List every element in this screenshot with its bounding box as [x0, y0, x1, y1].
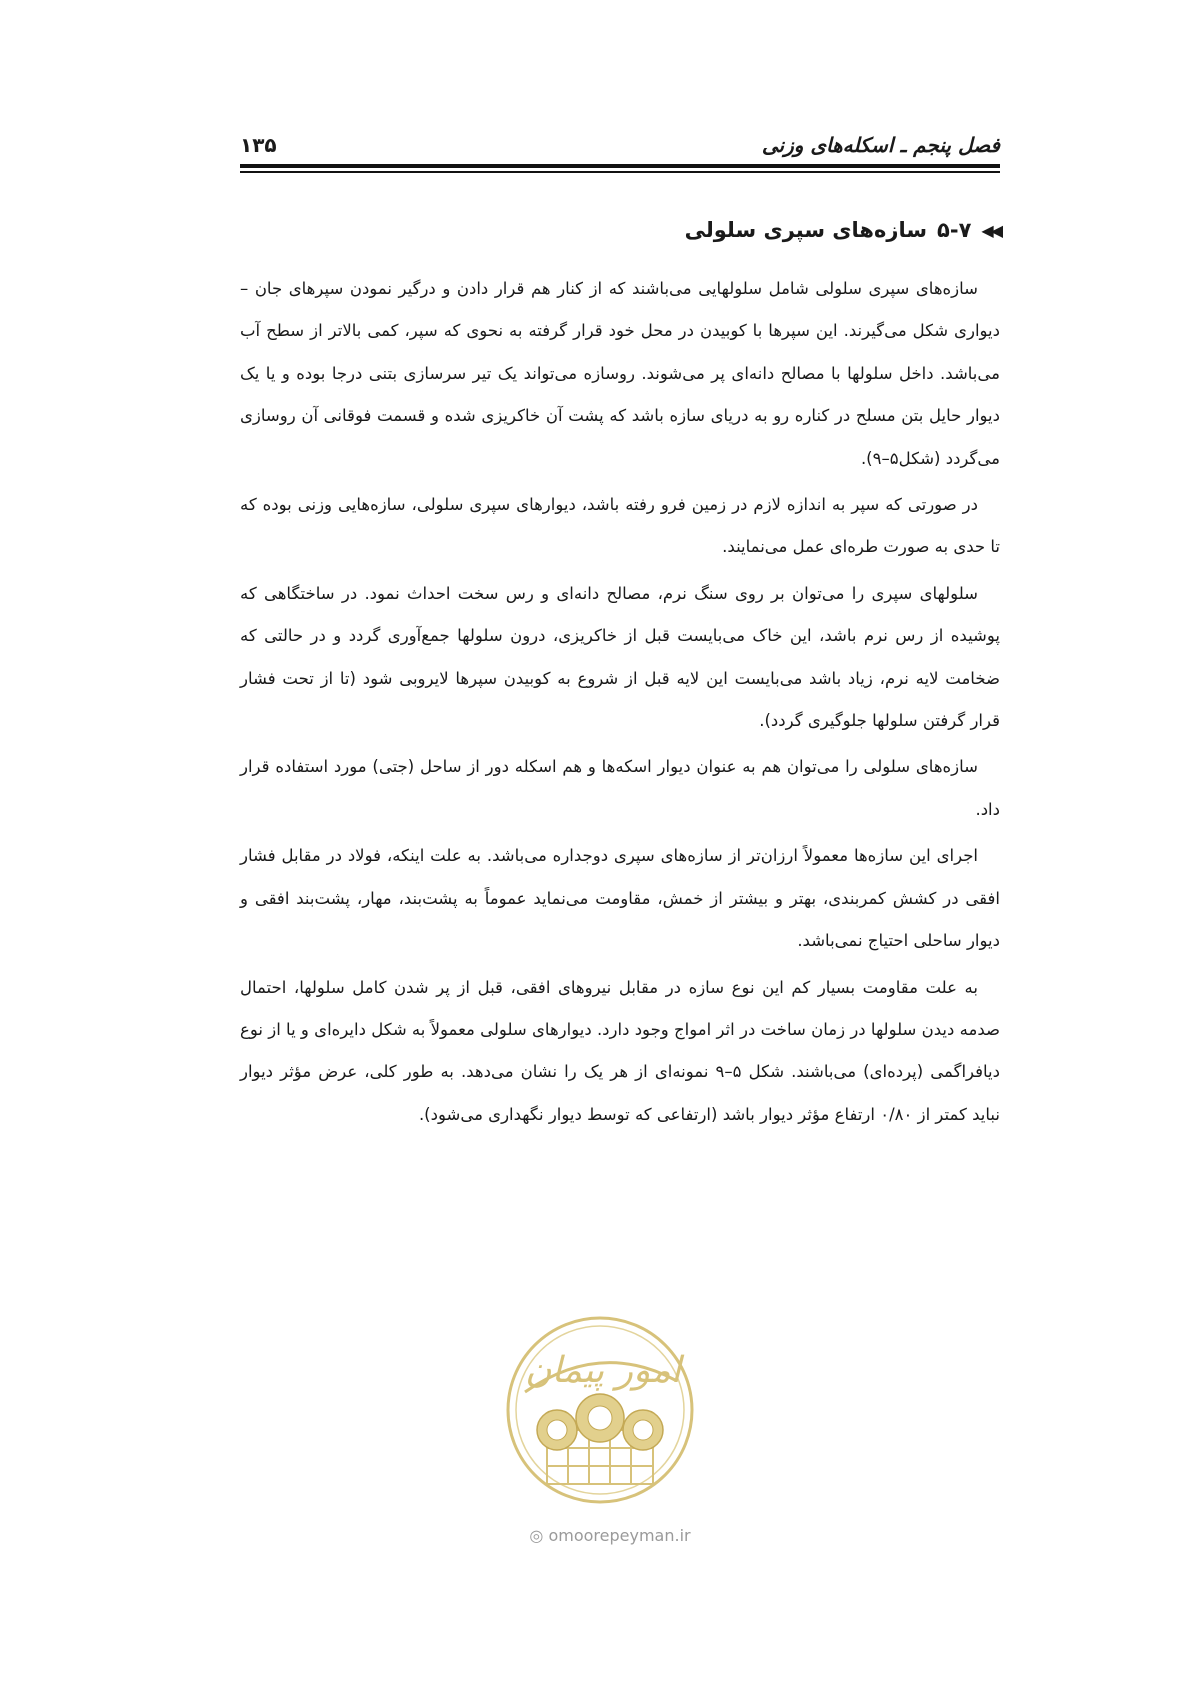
double-left-arrow-icon: ◀◀ [981, 220, 1000, 240]
paragraph: سازه‌های سپری سلولی شامل سلولهایی می‌باشند که از کنار هم قرار دادن و درگیر نمودن سپرهای جان – دیواری شکل می‌گیرند. این سپرها با کوبیدن در محل خود قرار گرفته به نحوی که سپر، کمی بالاتر از سطح آب می‌باشد. داخل سلولها با مصالح دانه‌ای پر می‌شوند. روسازه می‌تواند یک تیر سرسازی بتنی درجا بوده و یا یک دیوار حایل بتن مسلح در کناره رو به دریای سازه باشد که پشت آن خاکریزی شده و قسمت فوقانی آن روسازی می‌گردد (شکل۵–۹). [240, 279, 1000, 468]
section-title: سازه‌های سپری سلولی [684, 218, 928, 242]
watermark-logo [485, 1310, 715, 1510]
watermark-logo-text: امور پیمان [525, 1350, 681, 1391]
page-header [240, 128, 1000, 162]
paragraph: به علت مقاومت بسیار کم این نوع سازه در مقابل نیروهای افقی، قبل از پر شدن کامل سلولها، احتمال صدمه دیدن سلولها در زمان ساخت در اثر امواج وجود دارد. دیوارهای سلولی معمولاً به شکل دایره‌ای و یا از نوع دیافراگمی (پرده‌ای) می‌باشند. شکل ۵–۹ نمونه‌ای از هر یک را نشان می‌دهد. به طور کلی، عرض مؤثر دیوار نباید کمتر از ۰/۸۰ ارتفاع مؤثر دیوار باشد (ارتفاعی که توسط دیوار نگهداری می‌شود). [240, 977, 1000, 1124]
paragraph: سلولهای سپری را می‌توان بر روی سنگ نرم، مصالح دانه‌ای و رس سخت احداث نمود. در ساختگاهی که پوشیده از رس نرم باشد، این خاک می‌بایست قبل از خاکریزی، درون سلولها جمع‌آوری گردد و در حالتی که ضخامت لایه نرم، زیاد باشد می‌بایست این لایه قبل از شروع به کوبیدن سپرها لایروبی شود (تا از تحت فشار قرار گرفتن سلولها جلوگیری گردد). [240, 583, 1000, 731]
paragraph: سازه‌های سلولی را می‌توان هم به عنوان دیوار اسکه‌ها و هم اسکله دور از ساحل (جتی) مورد استفاده قرار داد. [240, 757, 1000, 819]
watermark-seal-icon [485, 1310, 715, 1510]
watermark-url [520, 1526, 700, 1545]
page-number: ۱۳۵ [240, 133, 277, 157]
globe-icon: ◎ [529, 1526, 544, 1545]
watermark-url-text: omoorepeyman.ir [548, 1526, 691, 1545]
paragraph: در صورتی که سپر به اندازه لازم در زمین فرو رفته باشد، دیوارهای سپری سلولی، سازه‌هایی وزنی بوده که تا حدی به صورت طره‌ای عمل می‌نمایند. [240, 495, 1000, 557]
header-rule-thick [240, 164, 1000, 168]
body-text [240, 268, 1000, 1140]
chapter-title: فصل پنجم ـ اسکله‌های وزنی [761, 133, 1000, 157]
section-number: ۵-۷ [937, 218, 972, 242]
paragraph: اجرای این سازه‌ها معمولاً ارزان‌تر از سازه‌های سپری دوجداره می‌باشد. به علت اینکه، فولاد در مقابل فشار افقی در کشش کمربندی، بهتر و بیشتر از خمش، مقاومت می‌نماید عموماً به پشت‌بند، مهار، پشت‌بند افقی و دیوار ساحلی احتیاج نمی‌باشد. [240, 846, 1000, 951]
section-heading [240, 218, 1000, 242]
header-rule-thin [240, 171, 1000, 173]
